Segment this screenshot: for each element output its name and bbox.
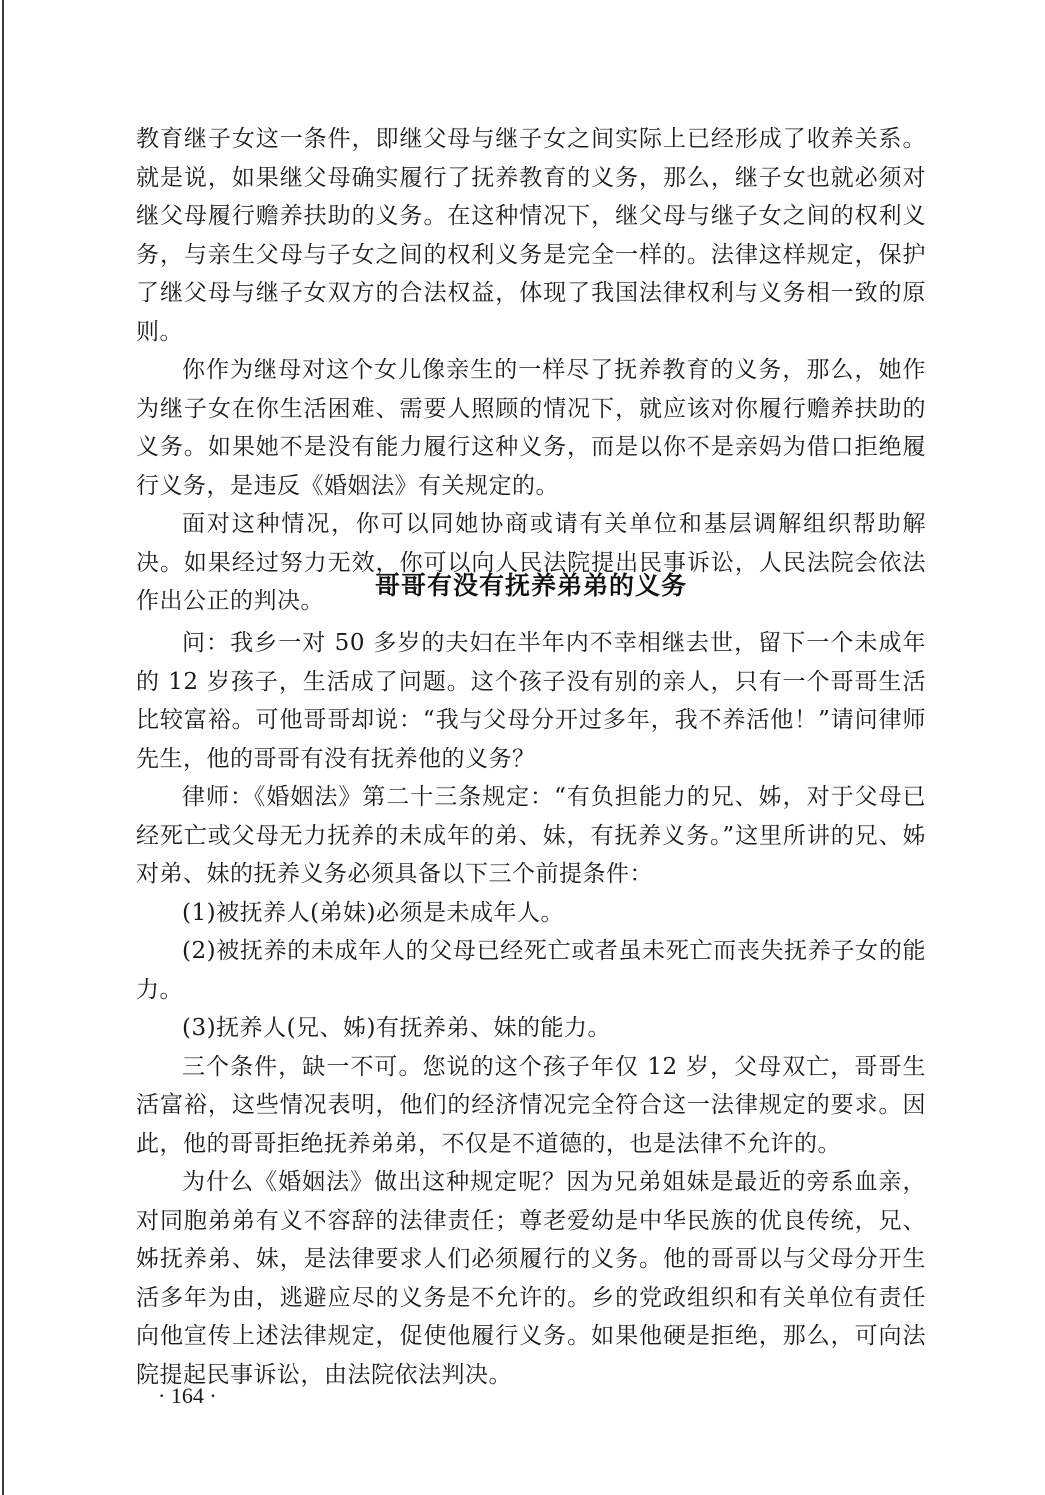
paragraph-resolution: 面对这种情况，你可以同她协商或请有关单位和基层调解组织帮助解决。如果经过努力无效，你可以向人民法院提出民事诉讼，人民法院会依法作出公正的判决。 (136, 511, 926, 614)
bottom-text-block (136, 624, 926, 1394)
paragraph-stepmother-duty: 你作为继母对这个女儿像亲生的一样尽了抚养教育的义务，那么，她作为继子女在你生活困难、需要人照顾的情况下，就应该对你履行赡养扶助的义务。如果她不是没有能力履行这种义务，而是以你不是亲妈为借口拒绝履行义务，是违反《婚姻法》有关规定的。 (136, 357, 926, 499)
section-title: 哥哥有没有抚养弟弟的义务 (374, 571, 687, 600)
paragraph-conclusion: 三个条件，缺一不可。您说的这个孩子年仅 12 岁，父母双亡，哥哥生活富裕，这些情况表明，他们的经济情况完全符合这一法律规定的要求。因此，他的哥哥拒绝抚养弟弟，不仅是不道德的，也是法律不允许的。 (136, 1053, 926, 1157)
condition-item-3: (3)抚养人(兄、姊)有抚养弟、妹的能力。 (182, 1015, 612, 1041)
top-text-block (136, 120, 926, 621)
page-number: · 164 · (158, 1383, 217, 1408)
condition-item-2: (2)被抚养的未成年人的父母已经死亡或者虽未死亡而丧失抚养子女的能力。 (136, 938, 926, 1003)
paragraph-lawyer-answer: 律师：《婚姻法》第二十三条规定：“有负担能力的兄、姊，对于父母已经死亡或父母无力抚养的未成年的弟、妹，有抚养义务。”这里所讲的兄、姊对弟、妹的抚养义务必须具备以下三个前提条件： (136, 784, 926, 887)
paragraph-continuation: 教育继子女这一条件，即继父母与继子女之间实际上已经形成了收养关系。就是说，如果继父母确实履行了抚养教育的义务，那么，继子女也就必须对继父母履行赡养扶助的义务。在这种情况下，继父母与继子女之间的权利义务，与亲生父母与子女之间的权利义务是完全一样的。法律这样规定，保护了继父母与继子女双方的合法权益，体现了我国法律权利与义务相一致的原则。 (136, 126, 926, 345)
paragraph-reasoning: 为什么《婚姻法》做出这种规定呢？因为兄弟姐妹是最近的旁系血亲，对同胞弟弟有义不容辞的法律责任；尊老爱幼是中华民族的优良传统，兄、姊抚养弟、妹，是法律要求人们必须履行的义务。他的哥哥以与父母分开生活多年为由，逃避应尽的义务是不允许的。乡的党政组织和有关单位有责任向他宣传上述法律规定，促使他履行义务。如果他硬是拒绝，那么，可向法院提起民事诉讼，由法院依法判决。 (136, 1169, 926, 1388)
paragraph-question: 问：我乡一对 50 多岁的夫妇在半年内不幸相继去世，留下一个未成年的 12 岁孩子，生活成了问题。这个孩子没有别的亲人，只有一个哥哥生活比较富裕。可他哥哥却说：“我与父母分开过多年，我不养活他！”请问律师先生，他的哥哥有没有抚养他的义务？ (136, 630, 926, 772)
page-edge-line (2, 0, 4, 1495)
condition-item-1: (1)被抚养人(弟妹)必须是未成年人。 (182, 899, 565, 926)
